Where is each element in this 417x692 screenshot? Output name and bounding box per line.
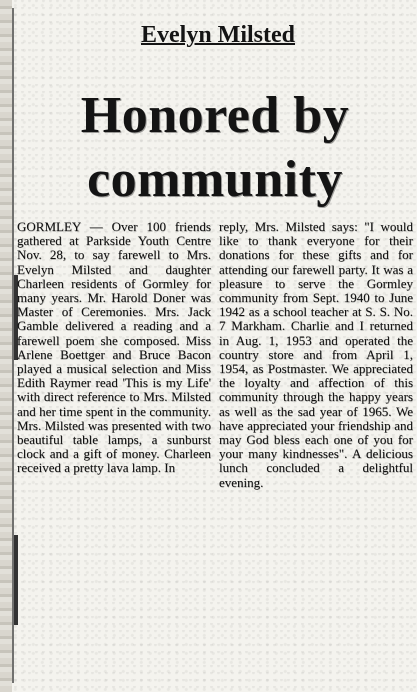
column-text: reply, Mrs. Milsted says: "I would like to thank everyone for their donations for these gifts and for attending our farewell party. It was a pleasure to serve the Gormley community from Sept. 1940 to June 1942 as a school teacher at S. S. No. 7 Markham. Charlie and I returned in Aug. 1, 1953 and operated the country store and from April 1, 1954, as Postmaster. We appreciated the loyalty and affection of this community through the happy years as well as the sad year of 1965. We have appreciated your friendship and may God bless each one of you for your many kindnesses". A delicious lunch concluded a delightful evening. (219, 219, 413, 490)
article-column-left (17, 220, 211, 476)
article-headline: Honored by community (80, 87, 350, 208)
torn-edge (0, 0, 12, 692)
column-text: GORMLEY — Over 100 friends gathered at Parkside Youth Centre Nov. 28, to say farewell to Mrs. Evelyn Milsted and daughter Charleen residents of Gormley for many years. Mr. Harold Doner was Master of Ceremonies. Mrs. Jack Gamble delivered a reading and a farewell poem she composed. Miss Arlene Boettger and Bruce Bacon played a musical selection and Miss Edith Raymer read 'This is my Life' with direct reference to Mrs. Milsted and her time spent in the community. Mrs. Milsted was presented with two beautiful table lamps, a sunburst clock and a gift of money. Charleen received a pretty lava lamp. In (17, 219, 211, 476)
article-kicker: Evelyn Milsted (141, 22, 295, 48)
margin-mark (14, 535, 18, 625)
article-column-right (219, 220, 413, 490)
